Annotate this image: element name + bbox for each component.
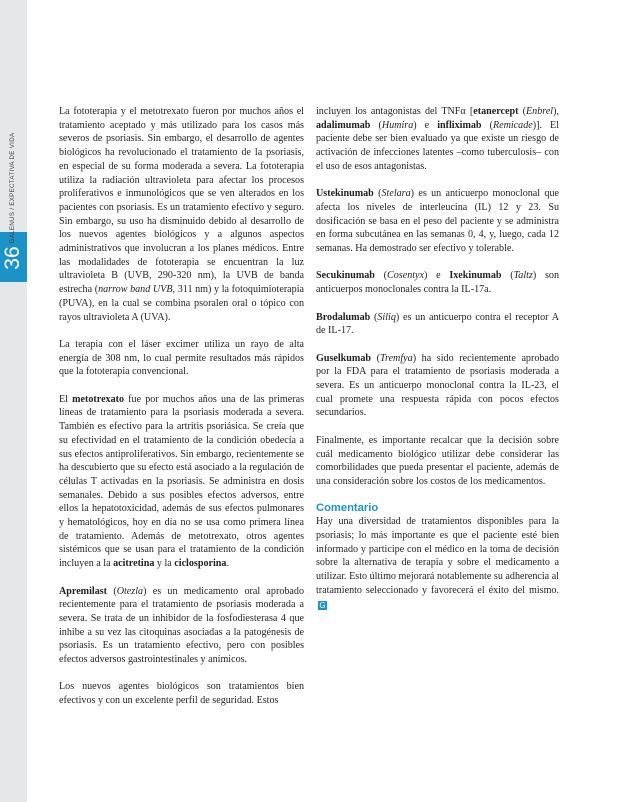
paragraph-conclusion: Finalmente, es importante recalcar que la decisión sobre cuál medicamento biológico utilizar debe considerar las comorbilidades que pueda presentar el paciente, además de una consideración sobre los costos de los medicamentos.: [316, 434, 559, 487]
running-header: GALENUS / EXPECTATIVA DE VIDA: [9, 132, 16, 244]
paragraph-phototherapy: La fototerapia y el metotrexato fueron por muchos años el tratamiento aceptado y más utilizado para los casos más severos de psoriasis. Sin embargo, el desarrollo de agentes biológicos ha revolucionado el tratamiento de la psoriasis, en especial de su forma moderada a severa. La fototerapia utiliza la radiación ultravioleta para afectar los procesos proliferativos e inmunológicos que se ven alterados en los pacientes con psoriasis. Es un tratamiento efectivo y seguro. Sin embargo, su uso ha disminuido debido al desarrollo de los nuevos agentes biológicos y a algunos aspectos administrativos que involucran a los planes médicos. Entre las modalidades de fototerapia se encuentran la luz ultravioleta B (UVB, 290-320 nm), la UVB de banda estrecha (narrow band UVB, 311 nm) y la fotoquimioterapia (PUVA), en la cual se combina psoralen oral o tópico con rayos ultravioleta A (UVA).: [59, 106, 304, 323]
paragraph-excimer-laser: La terapia con el láser excimer utiliza un rayo de alta energía de 308 nm, lo cual permite resultados más rápidos que la fototerapia convencional.: [59, 338, 304, 378]
paragraph-methotrexate: El metotrexato fue por muchos años una de las primeras líneas de tratamiento para la psoriasis moderada a severa. También es efectivo para la artritis psoriásica. Se creía que su efectividad en el tratamiento de la condición obedecía a sus efectos antiproliferativos. Sin embargo, recientemente se ha descubierto que su efecto está asociado a la regulación de células T activadas en la psoriasis. Se administra en dosis semanales. Debido a sus posibles efectos adversos, entre ellos la hepatotoxicidad, además de sus efectos pulmonares y hematológicos, hoy en día no se usa como primera línea de tratamiento. Además de metotrexato, otros agentes sistémicos que se usan para el tratamiento de la condición incluyen a la acitretina y la ciclosporina.: [59, 393, 304, 570]
paragraph-comentario: Hay una diversidad de tratamientos disponibles para la psoriasis; lo más importante es que el paciente esté bien informado y participe con el médico en la toma de decisión sobre la alternativa de terapia y sobre el medicamento a utilizar. Esto último mejorará notablemente su adherencia al tratamiento seleccionado y favorecerá el éxito del mismo.G: [316, 516, 559, 610]
section-heading-comentario: Comentario: [316, 502, 379, 515]
paragraph-tnf-antagonists: incluyen los antagonistas del TNFα [etanercept (Enbrel), adalimumab (Humira) e infliximab (Remicade)]. El paciente debe ser bien evaluado ya que existe un riesgo de activación de infecciones latentes –como tuberculosis– con el uso de esos antagonistas.: [316, 106, 560, 172]
paragraph-ustekinumab: Ustekinumab (Stelara) es un anticuerpo monoclonal que afecta los niveles de interleucina (IL) 12 y 23. Su dosificación se basa en el peso del paciente y se administra en forma subcutánea en las semanas 0, 4, y, luego, cada 12 semanas. Ha demostrado ser efectivo y tolerable.: [316, 188, 559, 255]
page-number: 36: [1, 246, 24, 270]
paragraph-apremilast: Apremilast (Otezla) es un medicamento oral aprobado recientemente para el tratamiento de psoriasis moderada a severa. Se trata de un inhibidor de la fosfodiesterasa 4 que inhibe a su vez las citoquinas asociadas a la patogénesis de psoriasis. Es un tratamiento efectivo, pero con posibles efectos adversos gastrointestinales y anímicos.: [59, 585, 304, 666]
paragraph-guselkumab: Guselkumab (Tremfya) ha sido recientemente aprobado por la FDA para el tratamiento de psoriasis moderada a severa. Es un anticuerpo monoclonal contra la IL-23, el cual promete una respuesta rápida con pocos efectos secundarios.: [316, 352, 560, 419]
end-mark-icon: G: [319, 600, 326, 610]
right-column: [316, 105, 559, 611]
paragraph-biologics-intro: Los nuevos agentes biológicos son tratamientos bien efectivos y con un excelente perfil de seguridad. Estos: [59, 681, 304, 707]
paragraph-secukinumab: Secukinumab (Cosentyx) e Ixekinumab (Taltz) son anticuerpos monoclonales contra la IL-17a.: [316, 270, 560, 296]
left-column: [59, 105, 304, 708]
paragraph-brodalumab: Brodalumab (Siliq) es un anticuerpo contra el receptor A de IL-17.: [316, 311, 559, 337]
